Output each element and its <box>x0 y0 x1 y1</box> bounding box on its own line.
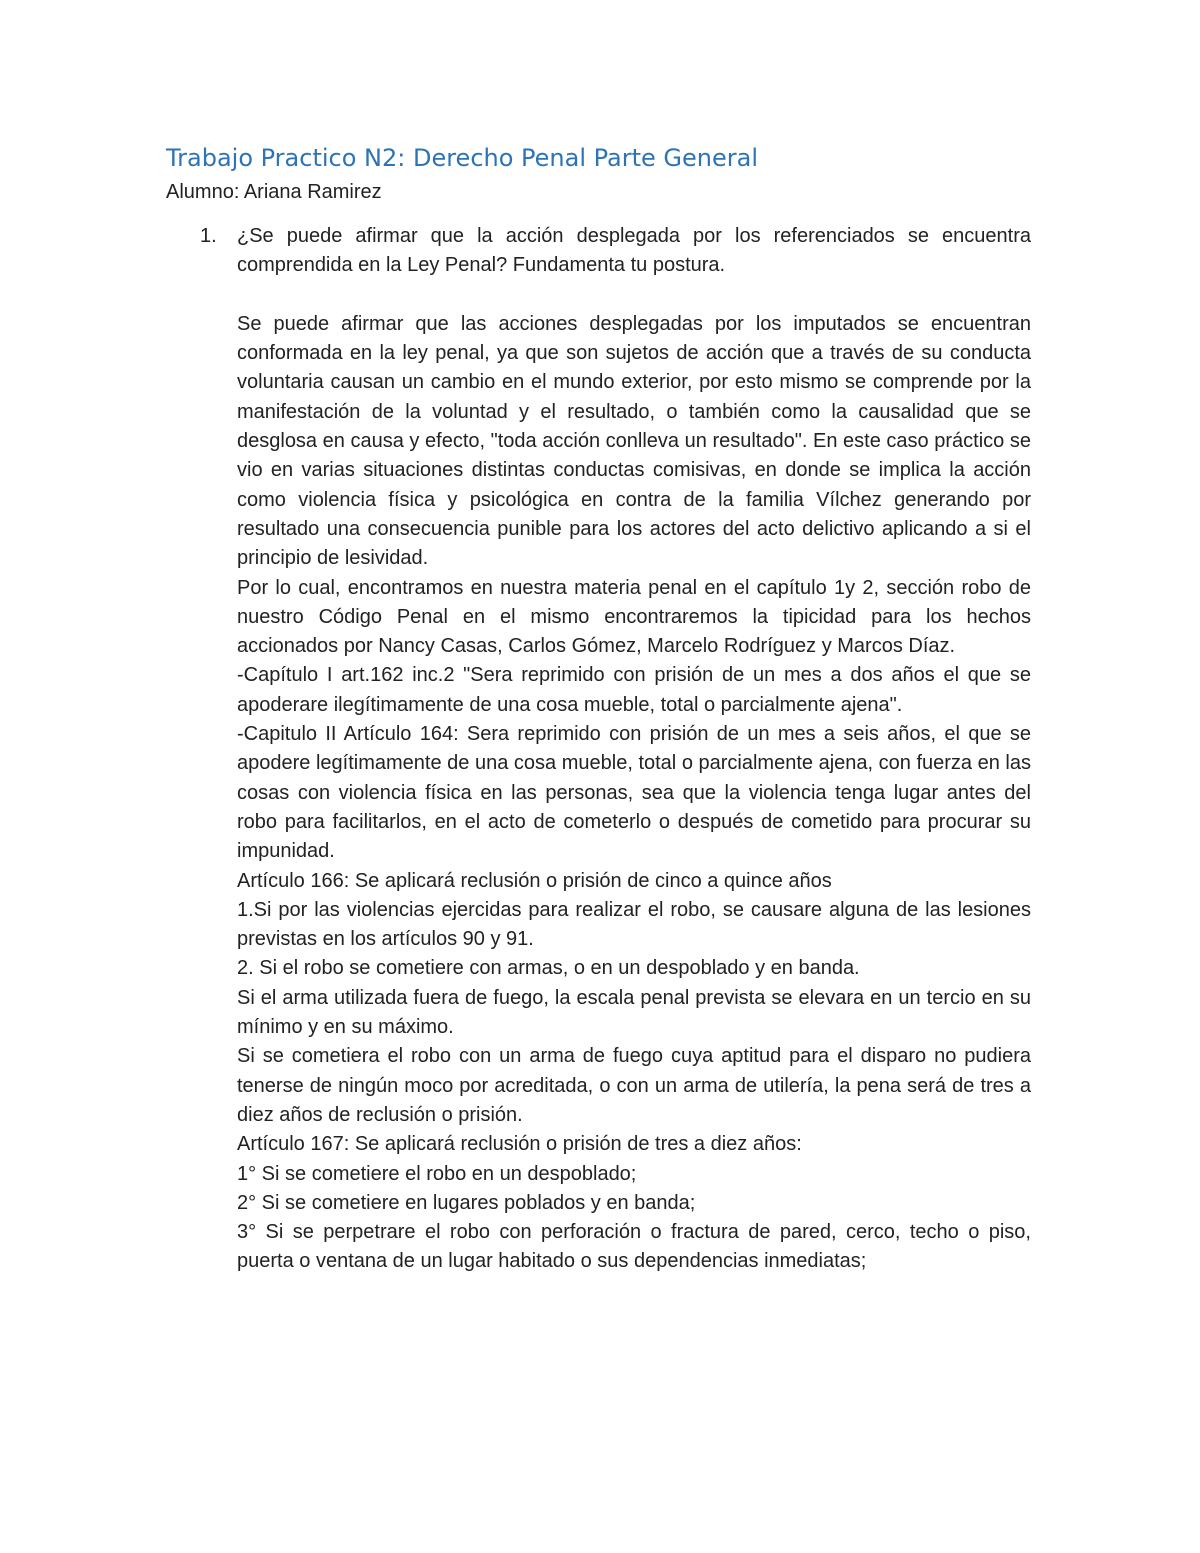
article-paragraph: Artículo 167: Se aplicará reclusión o prisión de tres a diez años: <box>237 1133 802 1156</box>
list-item-number: 1. <box>200 225 217 247</box>
question-text: ¿Se puede afirmar que la acción desplegada por los referenciados se encuentra comprendida en la Ley Penal? Fundamenta tu postura. <box>237 225 1031 277</box>
article-paragraph: Si se cometiera el robo con un arma de fuego cuya aptitud para el disparo no pudiera tenerse de ningún moco por acreditada, o con un arma de utilería, la pena será de tres a diez años de reclusión o prisión. <box>237 1045 1031 1126</box>
article-paragraph: Artículo 166: Se aplicará reclusión o prisión de cinco a quince años <box>237 869 832 892</box>
list-item-content <box>237 222 1031 1277</box>
document-title: Trabajo Practico N2: Derecho Penal Parte General <box>166 144 758 172</box>
answer-paragraph: Por lo cual, encontramos en nuestra materia penal en el capítulo 1y 2, sección robo de nuestro Código Penal en el mismo encontraremos la tipicidad para los hechos accionados por Nancy Casas, Carlos Gómez, Marcelo Rodríguez y Marcos Díaz. <box>237 576 1031 658</box>
student-name: Alumno: Ariana Ramirez <box>166 181 382 203</box>
article-paragraph: Si el arma utilizada fuera de fuego, la escala penal prevista se elevara en un tercio en su mínimo y en su máximo. <box>237 986 1031 1039</box>
article-paragraph: 2. Si el robo se cometiere con armas, o en un despoblado y en banda. <box>237 957 860 980</box>
article-paragraph: -Capítulo I art.162 inc.2 "Sera reprimido con prisión de un mes a dos años el que se apoderare ilegítimamente de una cosa mueble, total o parcialmente ajena". <box>237 664 1031 716</box>
article-paragraph: 2° Si se cometiere en lugares poblados y en banda; <box>237 1191 696 1214</box>
paragraph-spacer <box>237 281 1031 310</box>
article-paragraph: 3° Si se perpetrare el robo con perforación o fractura de pared, cerco, techo o piso, puerta o ventana de un lugar habitado o sus dependencias inmediatas; <box>237 1221 1031 1273</box>
article-paragraph: -Capitulo II Artículo 164: Sera reprimido con prisión de un mes a seis años, el que se apodere legítimamente de una cosa mueble, total o parcialmente ajena, con fuerza en las cosas con violencia física en las personas, sea que la violencia tenga lugar antes del robo para facilitarlos, en el acto de cometerlo o después de cometido para procurar su impunidad. <box>237 723 1031 863</box>
article-paragraph: 1.Si por las violencias ejercidas para realizar el robo, se causare alguna de las lesiones previstas en los artículos 90 y 91. <box>237 898 1031 951</box>
article-paragraph: 1° Si se cometiere el robo en un despoblado; <box>237 1162 637 1185</box>
answer-paragraph: Se puede afirmar que las acciones desplegadas por los imputados se encuentran conformada en la ley penal, ya que son sujetos de acción que a través de su conducta voluntaria causan un cambio en el mundo exterior, por esto mismo se comprende por la manifestación de la voluntad y el resultado, o también como la causalidad que se desglosa en causa y efecto, "toda acción conlleva un resultado". En este caso práctico se vio en varias situaciones distintas conductas comisivas, en donde se implica la acción como violencia física y psicológica en contra de la familia Vílchez generando por resultado una consecuencia punible para los actores del acto delictivo aplicando a si el principio de lesividad. <box>237 312 1031 570</box>
